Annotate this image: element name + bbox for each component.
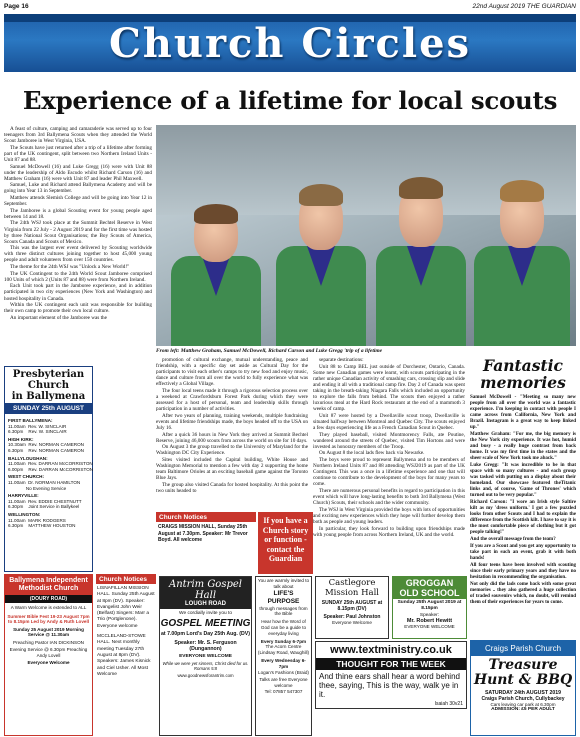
- notices-header: Church Notices: [156, 512, 256, 522]
- methodist-preaching: Preaching Pastor IAN DICKINSON: [13, 639, 84, 645]
- article-column-1: [4, 126, 152, 321]
- article-paragraph: Each Unit took part in the Jamboree experience, and in addition participated in two city experiences (New York and Washington) and hosted hospitality in Canada.: [4, 283, 152, 302]
- sidebar-quote: All four teens have been involved with scouting since their early primary years and they have no hesitation in recommending the organisation.: [470, 563, 576, 580]
- methodist-ad: [4, 574, 93, 736]
- antrim-note: While we were yet sinners, Christ died for us. Romans 5:8: [162, 661, 249, 671]
- antrim-speaker: Speaker: Mr. S. Ferguson (Dungannon): [174, 640, 237, 652]
- article-paragraph: The Scouts have just returned after a trip of a lifetime after forming part of the UK contingent, split between two Northern Ireland Units - Unit 87 and 88.: [4, 144, 152, 163]
- craigs-parish-ad: [470, 640, 576, 736]
- article-paragraph: The WSJ in West Virginia provided the boys with lots of opportunities and exciting new experiences which they hope will further develop them both as people and young leaders.: [313, 506, 465, 525]
- presby-service-line: 11.00am MARK RODGERS: [8, 517, 66, 523]
- antrim-sub: LOUGH ROAD: [185, 601, 226, 607]
- craigs-date: SATURDAY 24th AUGUST 2019: [484, 690, 562, 696]
- article-paragraph: The group also visited Canada for hosted hospitality. At this point the two units headed to: [156, 481, 308, 494]
- presby-service-line: 6.30pm Rev. NORMAN CAMERON: [8, 447, 84, 453]
- presby-service-line: 6.30pm Rev. W. SINCLAIR: [8, 429, 67, 435]
- church-notices-1: [156, 512, 256, 574]
- contact-guardian-ad: If you have a Church story or function - contact the Guardian: [258, 512, 313, 574]
- scouts-photo: [156, 125, 576, 346]
- craigs-admission: ADMISSION: £5 PER ADULT: [491, 707, 555, 712]
- sidebar-title-line2: memories: [480, 373, 566, 392]
- lp-venue: The Acorn Centre (Lindsay Road, Waughill): [257, 644, 310, 656]
- antrim-meeting: GOSPEL MEETING: [160, 618, 251, 629]
- craigs-venue: Craigs Parish Church, Cullybackey: [481, 696, 565, 702]
- castlegore-date: SUNDAY 25th AUGUST at 8.15pm (DV): [321, 600, 383, 612]
- presby-church-name: WELLINGTON:: [8, 511, 41, 517]
- article-paragraph: Matthew attends Slemish College and will be going into Year 12 in September.: [4, 195, 152, 208]
- notice-mccleland: MCCLELAND-STOWE HALL. Next monthly meeting Tuesday 27th August at 8pm (DV). Speakers: James Kisnick and Ciel Usher. All Most Welcome: [97, 634, 151, 677]
- lp-title: LIFE'S PURPOSE: [267, 589, 300, 605]
- craigs-header: Craigs Parish Church: [471, 641, 575, 656]
- thought-for-week: THOUGHT FOR THE WEEK: [316, 658, 466, 670]
- antrim-gospel-hall-ad: [159, 576, 252, 736]
- sidebar-title: [470, 357, 576, 391]
- article-paragraph: Samuel McDowell (16) and Luke Gregg (16) were with Unit 88 under the leadership of Aldo Escudo whilst Richard Carson (16) and Matthew Graham (16) were with Unit 87 and leader Phil Maxwell.: [4, 163, 152, 182]
- article-paragraph: There are numerous personal benefits in regard to participation in this event which will have long-lasting benefits to both 3rd Ballymena (West Church) Scouts, their schools and the wider community.: [313, 487, 465, 507]
- castlegore-title2: Mission Hall: [324, 587, 380, 598]
- text-ministry-ad: [315, 641, 467, 709]
- article-paragraph: The Jamboree is a global Scouting event for young people aged between 14 and 18.: [4, 207, 152, 220]
- presby-title-line2: in Ballymena: [11, 391, 86, 402]
- castlegore-speaker: Speaker: Paul Johnston: [323, 614, 381, 620]
- methodist-title: Ballymena Independent Methodist Church: [5, 575, 92, 595]
- text-ministry-url[interactable]: www.textministry.co.uk: [330, 644, 452, 656]
- article-paragraph: The UK Contingent to the 24th World Scout Jamboree comprised 100 Units of which 2 (Units 87 and 88) were from Northern Ireland.: [4, 270, 152, 283]
- methodist-fest: Summer Bible Fest 19-23 August 7pm to 8.15pm Led by Andy & Ruth Lovell: [7, 613, 90, 624]
- groggan-speaker-label: Speaker:: [419, 612, 440, 618]
- castlegore-footer: Everyone Welcome: [332, 620, 372, 625]
- lp-wed: Every Wednesday 6-7pm: [261, 657, 306, 669]
- lifes-purpose-ad: [255, 576, 312, 736]
- antrim-footer: EVERYONE WELCOME: [179, 654, 232, 659]
- presby-title: [5, 367, 92, 403]
- article-paragraph: The boys were proud to represent Ballymena and to be members of Northern Ireland Units 87 and 88 attending WSJ2019 as part of the UK Contingent. This was a once in a lifetime experience and one that will continue to contribute to the development of the boys for many years to come.: [313, 457, 465, 488]
- presby-date: SUNDAY 25th AUGUST: [5, 403, 92, 414]
- article-paragraph: After two years of planning, training weekends, multiple fundraising events and lifetime friendships made, the boys headed off to the USA on July 16.: [156, 412, 308, 432]
- presby-church-name: WEST CHURCH:: [8, 474, 44, 480]
- lp-venue2: Logan's Fashions (Braid): [258, 669, 309, 675]
- antrim-header: [160, 577, 251, 609]
- presby-service-line: 6.00pm Rev. DARRAN McCORRISTON: [8, 466, 94, 472]
- groggan-header: [393, 577, 466, 599]
- notices-header-2: Church Notices: [96, 574, 156, 584]
- presby-service-line: 6.30pm Joint Service in Ballykeel: [8, 504, 80, 510]
- lp-text: Hear how the Word of God can be a guide to everyday living: [260, 619, 307, 636]
- article-paragraph: On August 3 the group travelled to the University of Maryland for the Washington DC City Experience.: [156, 444, 308, 457]
- person-luke: [466, 146, 576, 346]
- article-paragraph: They played baseball, visited Montmorency Falls, ate Poutine, wandered around the streets of Quebec, visited Tim Hortons and were invested as honorary members of the Troop.: [313, 431, 465, 450]
- groggan-footer: EVERYONE WELCOME: [404, 623, 455, 629]
- craigs-extra: Cars leaving car park at 6.30pm: [490, 702, 556, 707]
- methodist-address: (DOURY ROAD): [5, 595, 92, 603]
- lp-tel: Tel: 07857 547307: [264, 688, 303, 694]
- banner-title: Church Circles: [108, 20, 472, 67]
- thought-reference: Isaiah 30v21: [434, 701, 463, 707]
- article-headline: Experience of a lifetime for local scouts: [22, 86, 558, 115]
- page-header: [4, 2, 576, 13]
- notice-lisnafillan: LISNAFILLAN MISSION HALL. Sunday 25th August at 8pm (DV). Speaker: Evangelist John Weir (Belfast) Singers: Marr a Trio (Portglenone). Everyone welcome: [97, 586, 155, 629]
- lp-intro: You are warmly invited to talk about: [257, 578, 310, 589]
- antrim-invite: We cordially invite you to: [179, 611, 232, 616]
- article-paragraph: After a quick 36 hours in New York they arrived at Summit Bechtel Reserve, joining 46,000 scouts from across the world on site for 10 days.: [156, 431, 308, 444]
- antrim-web[interactable]: www.goodnewsforantrim.com: [177, 673, 234, 678]
- article-paragraph: promotion of cultural exchange, mutual understanding, peace and friendship, with a specific day set aside as Cultural Day for the participants to visit each other's camps to try new food and enjoy music, dance and culture from all over the world to fully experience what was effectively a Global Village.: [156, 357, 308, 388]
- groggan-ad: [392, 576, 467, 639]
- presby-church-name: HARRYVILLE:: [8, 493, 39, 499]
- methodist-sunday: Sunday 25 August 2019 Morning Service @ 11.30am: [13, 626, 84, 637]
- article-paragraph: The four local teens made it through a rigorous selection process over a weekend at Crawfordsburn Forest Park during which they were assessed for a host of personal, team and leadership skills through participation in a number of activities.: [156, 387, 308, 413]
- sidebar-quote: Luke Gregg: "It was incredible to be in that space with so many cultures - and each group was tasked with putting on a display about their homeland. Our showcase featured theTitanic links and, of course, 'Game of Thrones' which turned out to be very popular.": [470, 463, 576, 498]
- thought-verse: And thine ears shall hear a word behind thee, saying, This is the way, walk ye in it.: [319, 672, 460, 699]
- article-paragraph: The 24th WSJ took place at the Summit Bechtel Reserve in West Virginia from 22 July - 2 August 2019 and for the first time was hosted by three National Scout Organisations; the Boy Scouts of America, Scouts Canada and Scouts of Mexico.: [4, 220, 152, 245]
- article-paragraph: Samuel, Luke and Richard attend Ballymena Academy and will be going into Year 13 in September.: [4, 182, 152, 195]
- article-paragraph: The theme for the 24th WSJ was "Unlock a New World!": [10, 264, 130, 271]
- presby-church-name: HIGH KIRK:: [8, 436, 34, 442]
- methodist-welcome: A Warm Welcome is extended to ALL: [10, 605, 87, 610]
- person-matthew: [166, 166, 266, 346]
- sidebar-quote: Richard Carson: "I wore an Irish style Saltire kilt as my 'dress uniform.' I got a few puzzled looks from other Scouts and I had to explain the difference from the Scottish kilt. I have to say it is the most comfortable piece of clothing but it got people talking!": [470, 500, 576, 535]
- article-paragraph: Within the UK contingent each unit was responsible for building their own camp to promote their own local culture.: [4, 302, 152, 315]
- presby-church-name: FIRST BALLYMENA:: [8, 418, 53, 423]
- methodist-evening: Evening Service @ 6.30pm Preaching Andy Lovell: [9, 647, 88, 658]
- article-paragraph: A feast of culture, camping and camaraderie was served up to four teenagers from 3rd Ballymena Scouts when they attended the World Scout Jamboree in West Virginia, USA.: [4, 126, 152, 145]
- presby-service-line: 10.30am Rev. NORMAN CAMERON: [8, 442, 84, 448]
- lp-sub: through messages from the Bible: [259, 605, 308, 617]
- presbyterian-ad: [4, 366, 93, 572]
- article-paragraph: separate destinations:: [319, 357, 364, 363]
- person-richard: [371, 141, 471, 346]
- presby-service-line: 11.00am Rev. W. SINCLAIR: [8, 423, 67, 429]
- presby-service-line: 11.00am Rev. EDDIE CHESTNUTT: [8, 498, 82, 504]
- methodist-footer: Everyone Welcome: [27, 660, 70, 665]
- craigs-title2: Hunt & BBQ: [473, 672, 573, 688]
- article-paragraph: Sites visited included the Capital building, White House and Washington Memorial to mention a few with day 2 supporting the home team Baltimore Orioles at an exciting baseball game against the Toronto Blue Jays.: [156, 457, 308, 482]
- article-paragraph: An important element of the Jamboree was the: [10, 314, 107, 321]
- castlegore-ad: [315, 576, 389, 639]
- article-paragraph: In particular, they look forward to building upon friendships made with young people from across Northern Ireland, UK and the world.: [313, 525, 465, 538]
- presby-services: [5, 414, 92, 531]
- antrim-time: at 7.00pm Lord's Day 25th Aug. (DV): [161, 631, 250, 637]
- groggan-speaker-name: Mr. Robert Hewitt: [406, 617, 453, 624]
- presby-service-line: 6.30pm MATTHEW HOUSTON: [8, 523, 76, 529]
- groggan-title1: GROGGAN: [405, 578, 454, 588]
- sidebar-quote: Matthew Graham: "For me, the big memory is the New York city experience. It was hot, humid and busy - a really huge contrast from back home. It was my first time in the states and the sheer scale of New York took me aback.": [470, 432, 576, 461]
- presby-title-line1: Presbyterian Church: [12, 369, 85, 391]
- notice-craigs-mission: CRAIGS MISSION HALL, Sunday 25th August at 7.30pm. Speaker: Mr Trevor Boyd. All welcome: [158, 524, 248, 543]
- lp-call: Talks are free Everyone welcome: [259, 677, 308, 689]
- article-paragraph: Unit 87 were hosted by a Dwellaville scout troop, Dwellaville is situated halfway between Montreal and Quebec City. The scouts enjoyed a few days experiencing life as a French Canadian Scout in Quebec.: [313, 412, 465, 432]
- sidebar-quote: Samuel McDowell - "Meeting so many new people from all over the world was a fantastic experience. I'm keeping in contact with people I came across from California, New York and Brazil. Instagram is a great way to keep linked up.": [470, 395, 576, 430]
- article-column-2: [156, 357, 308, 495]
- groggan-date: Sunday 25th August 2019 at 8.15pm: [397, 600, 462, 611]
- antrim-title: Antrim Gospel Hall: [169, 579, 242, 601]
- presby-service-line: 11.00am Dr. NORMAN HAMILTON: [8, 479, 81, 485]
- craigs-title1: Treasure: [488, 657, 558, 673]
- presby-service-line: No Evening Service: [8, 485, 67, 491]
- person-samuel: [271, 146, 371, 346]
- lp-when: Every Sunday 6-7pm: [260, 638, 307, 644]
- page-number: Page 16: [4, 3, 29, 10]
- issue-date: 22nd August 2019 THE GUARDIAN: [472, 3, 576, 10]
- presby-service-line: 11.00am Rev. DARRAN McCORRISTON: [8, 461, 93, 467]
- section-banner: [4, 14, 576, 72]
- sidebar-quote: And the overall message from the team?: [470, 537, 556, 542]
- presby-church-name: BALLYLOUGHAN:: [8, 455, 48, 461]
- sidebar-title-line1: Fantastic: [483, 356, 563, 375]
- article-paragraph: On August 8 the local lads flew back via Newarke.: [319, 450, 425, 457]
- castlegore-title1: Castlegore: [328, 578, 376, 588]
- sidebar-quote: Not only did the lads come back with some great memories .. they also gathered a huge collection of traded souvenirs which, no doubt, will remind them of their experiences for years to come.: [470, 582, 576, 605]
- groggan-title2: OLD SCHOOL: [399, 588, 460, 598]
- photo-caption: From left: Matthew Graham, Samuel McDowell, Richard Carson and Luke Gregg 'trip of a lifetime: [156, 348, 383, 354]
- sidebar-quote: If you are a Scout and you get any opportunity to take part in such an event, grab it with both hands!: [470, 544, 576, 561]
- article-paragraph: This was the largest ever event delivered by Scouting worldwide with three distinct cultures joining together to host 45,000 young people and adult volunteers from over 150 countries.: [4, 245, 152, 264]
- article-column-3: [313, 357, 465, 538]
- church-notices-2: [96, 574, 156, 736]
- sidebar-quotes: [470, 395, 576, 607]
- article-paragraph: Unit 88 to Camp BEL just outside of Dorchester, Ontario, Canada. Some new Canadian games were learnt, with scouts participating in the rather unique Canadian activity of smashing cars, crossing slip and slide and ending it all with a traditional camp fire. Day 2 of Canada was spent taking in the breath-taking Niagara Falls which included an opportunity to explore the falls from behind. The scouts then enjoyed a rather luxurious meal at the Hard Rock restaurant at the end of a mammoth 3 weeks of camp.: [313, 363, 465, 413]
